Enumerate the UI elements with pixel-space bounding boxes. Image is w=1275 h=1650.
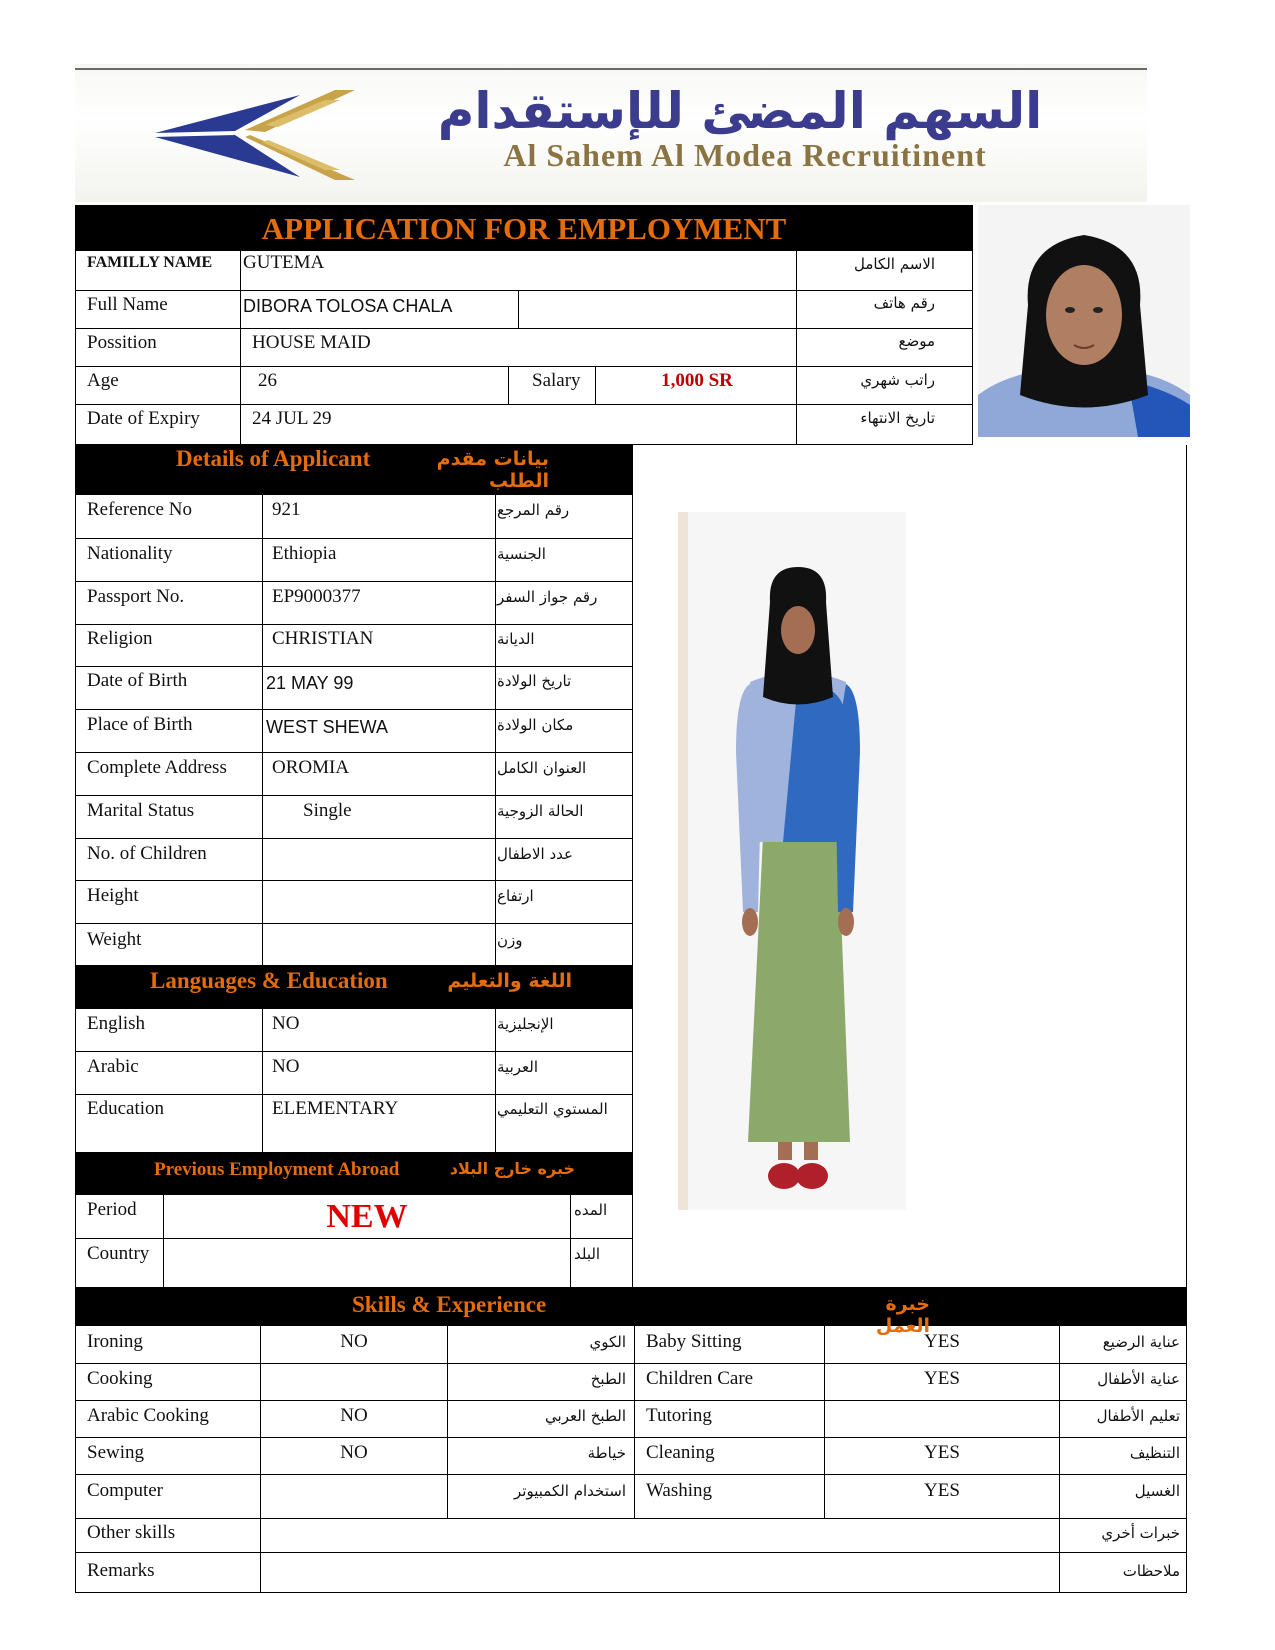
arabic-label: Arabic (87, 1056, 139, 1077)
col-divider (495, 1009, 496, 1152)
skill-childrencare-value: YES (924, 1368, 960, 1389)
logo-top-rule (75, 68, 1147, 70)
education-value: ELEMENTARY (272, 1098, 399, 1119)
children-ar: عدد الاطفال (497, 845, 573, 863)
religion-value: CHRISTIAN (272, 628, 374, 649)
position-value: HOUSE MAID (252, 332, 371, 353)
col-divider (570, 1195, 571, 1288)
row-divider (75, 328, 973, 329)
reference-value: 921 (272, 499, 301, 520)
pob-label: Place of Birth (87, 714, 193, 735)
col-divider (508, 367, 509, 404)
country-ar: البلد (574, 1245, 601, 1263)
col-divider (262, 495, 263, 965)
row-divider (75, 290, 973, 291)
nationality-value: Ethiopia (272, 543, 337, 564)
height-ar: ارتفاع (497, 887, 534, 905)
previous-title-ar: خبره خارج البلاد (449, 1159, 575, 1178)
row-divider (75, 404, 973, 405)
logo-english-name: Al Sahem Al Modea Recruitinent (503, 137, 987, 173)
row-divider (75, 366, 973, 367)
previous-title-en: Previous Employment Abroad (154, 1159, 400, 1180)
col-divider (595, 367, 596, 404)
languages-title-ar: اللغة والتعليم (447, 970, 572, 992)
salary-ar: راتب شهري (860, 371, 935, 389)
col-divider (240, 251, 241, 445)
skill-babysitting-value: YES (924, 1331, 960, 1352)
age-value: 26 (258, 370, 277, 391)
education-ar: المستوي التعليمي (497, 1100, 608, 1118)
position-ar: موضع (898, 332, 935, 350)
marital-label: Marital Status (87, 800, 195, 821)
children-label: No. of Children (87, 843, 207, 864)
skill-sewing-value: NO (340, 1442, 368, 1463)
skills-title-en: Skills & Experience (352, 1292, 547, 1317)
marital-value: Single (303, 800, 352, 821)
dob-ar: تاريخ الولادة (497, 672, 572, 690)
family-name-ar: الاسم الكامل (853, 255, 935, 273)
age-label: Age (87, 370, 119, 391)
skill-childrencare-ar: عناية الأطفال (1097, 1370, 1180, 1388)
family-name-label: FAMILLY NAME (87, 254, 213, 271)
country-value (172, 1243, 562, 1267)
weight-label: Weight (87, 929, 142, 950)
expiry-label: Date of Expiry (87, 408, 200, 429)
phone-ar: رقم هاتف (873, 294, 935, 312)
country-label: Country (87, 1243, 150, 1264)
skill-arabic-cooking-ar: الطبخ العربي (545, 1407, 626, 1425)
full-name-label: Full Name (87, 294, 168, 315)
expiry-value: 24 JUL 29 (252, 408, 332, 429)
address-value: OROMIA (272, 757, 350, 778)
skill-arabic-cooking-value: NO (340, 1405, 368, 1426)
col-divider (262, 1009, 263, 1152)
skill-cleaning-label: Cleaning (646, 1442, 715, 1463)
skill-washing-ar: الغسيل (1134, 1482, 1180, 1500)
arrow-logo-icon (150, 85, 365, 185)
skill-washing-label: Washing (646, 1480, 713, 1501)
skill-computer-ar: استخدام الكمبيوتر (514, 1482, 626, 1500)
reference-ar: رقم المرجع (497, 501, 570, 519)
expiry-ar: تاريخ الانتهاء (860, 409, 935, 427)
col-divider (447, 1326, 448, 1519)
salary-value: 1,000 SR (661, 370, 733, 391)
col-divider (495, 495, 496, 965)
skills-title-ar: خبرة العمل (875, 1293, 930, 1337)
weight-value (272, 929, 487, 953)
skill-washing-value: YES (924, 1480, 960, 1501)
skill-ironing-label: Ironing (87, 1331, 143, 1352)
logo-arabic-name: السهم المضئ للإستقدام (437, 82, 1043, 140)
period-ar: المده (574, 1201, 608, 1219)
skill-computer-label: Computer (87, 1480, 163, 1501)
skill-tutoring-ar: تعليم الأطفال (1096, 1407, 1180, 1425)
photo-column-divider (632, 445, 633, 1288)
period-label: Period (87, 1199, 137, 1220)
nationality-ar: الجنسية (497, 545, 546, 563)
arabic-value: NO (272, 1056, 300, 1077)
pob-value: WEST SHEWA (266, 717, 389, 737)
english-ar: الإنجليزية (497, 1015, 554, 1033)
other-skills-label: Other skills (87, 1522, 176, 1543)
col-divider (518, 291, 519, 328)
skill-cooking-label: Cooking (87, 1368, 153, 1389)
skill-ironing-ar: الكوي (589, 1333, 626, 1351)
position-label: Possition (87, 332, 157, 353)
dob-label: Date of Birth (87, 670, 188, 691)
remarks-ar: ملاحظات (1122, 1562, 1180, 1580)
skill-childrencare-label: Children Care (646, 1368, 754, 1389)
details-title-ar: بيانات مقدم الطلب (436, 448, 549, 492)
religion-ar: الديانة (497, 630, 535, 648)
address-label: Complete Address (87, 757, 227, 778)
skill-cleaning-value: YES (924, 1442, 960, 1463)
applicant-full-body-photo (678, 512, 906, 1210)
skill-ironing-value: NO (340, 1331, 368, 1352)
passport-label: Passport No. (87, 586, 185, 607)
skill-tutoring-value (825, 1405, 1059, 1429)
height-value (272, 885, 487, 909)
other-skills-ar: خبرات أخري (1101, 1524, 1180, 1542)
col-divider (796, 251, 797, 445)
english-value: NO (272, 1013, 300, 1034)
full-name-value: DIBORA TOLOSA CHALA (243, 296, 453, 316)
skill-cleaning-ar: التنظيف (1129, 1444, 1180, 1462)
skill-cooking-value (261, 1368, 447, 1392)
languages-title-en: Languages & Education (150, 968, 388, 993)
salary-label: Salary (532, 370, 581, 391)
english-label: English (87, 1013, 146, 1034)
skill-sewing-ar: خياطة (587, 1444, 626, 1462)
weight-ar: وزن (497, 931, 523, 949)
passport-ar: رقم جواز السفر (497, 588, 598, 606)
marital-ar: الحالة الزوجية (497, 802, 584, 820)
passport-value: EP9000377 (272, 586, 361, 607)
skill-computer-value (261, 1480, 447, 1504)
skill-cooking-ar: الطبخ (590, 1370, 626, 1388)
period-value: NEW (326, 1198, 408, 1235)
height-label: Height (87, 885, 139, 906)
skill-arabic-cooking-label: Arabic Cooking (87, 1405, 209, 1426)
family-name-value: GUTEMA (243, 252, 325, 273)
children-value (272, 843, 487, 867)
nationality-label: Nationality (87, 543, 173, 564)
address-ar: العنوان الكامل (497, 759, 587, 777)
details-title-en: Details of Applicant (176, 446, 371, 471)
skill-babysitting-label: Baby Sitting (646, 1331, 742, 1352)
arabic-ar: العربية (497, 1058, 538, 1076)
col-divider (634, 1326, 635, 1519)
form-title: APPLICATION FOR EMPLOYMENT (261, 211, 787, 246)
skill-tutoring-label: Tutoring (646, 1405, 712, 1426)
religion-label: Religion (87, 628, 153, 649)
education-label: Education (87, 1098, 165, 1119)
dob-value: 21 MAY 99 (266, 673, 354, 693)
skill-sewing-label: Sewing (87, 1442, 144, 1463)
applicant-headshot-photo (978, 205, 1190, 437)
skills-header-bar (75, 1288, 1187, 1337)
skill-babysitting-ar: عناية الرضيع (1102, 1333, 1180, 1351)
pob-ar: مكان الولادة (497, 716, 574, 734)
reference-label: Reference No (87, 499, 192, 520)
remarks-label: Remarks (87, 1560, 155, 1581)
